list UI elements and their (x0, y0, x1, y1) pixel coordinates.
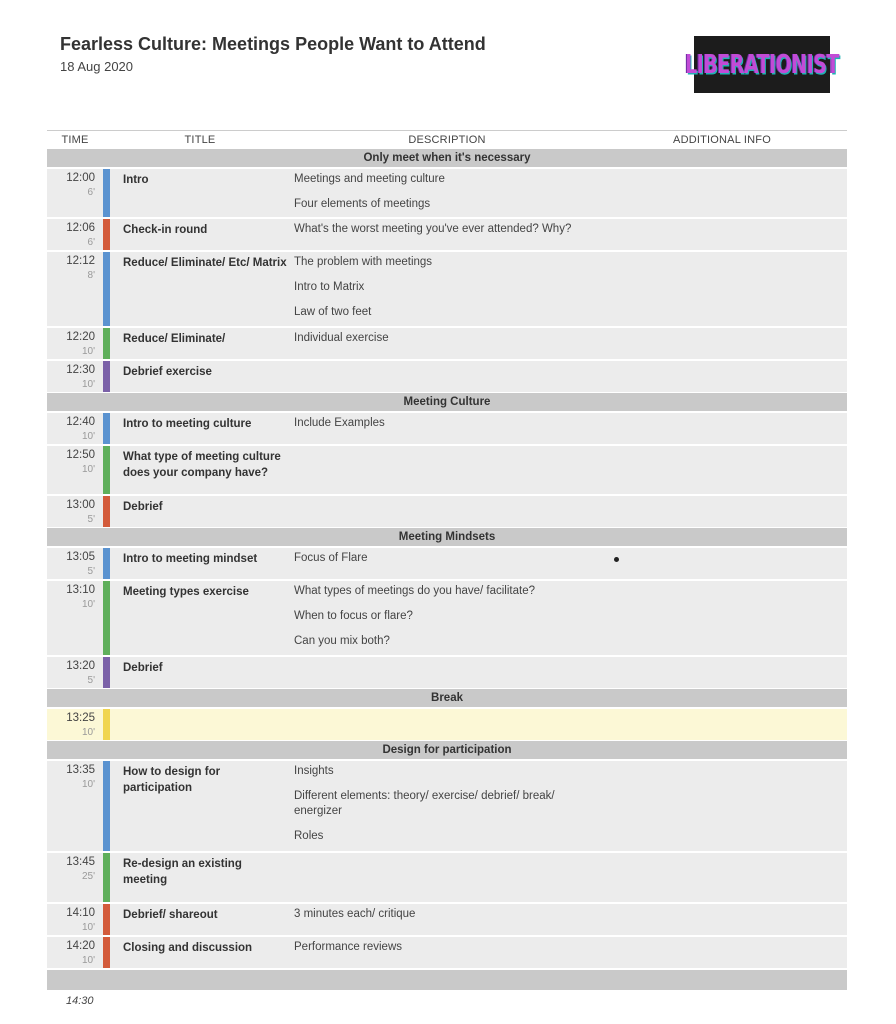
liberationist-logo (685, 36, 839, 93)
row-title: Closing and discussion (123, 942, 253, 954)
row-description (294, 172, 594, 222)
color-bar (103, 761, 110, 851)
row-time: 13:20 (66, 660, 95, 672)
row-duration: 10' (81, 955, 95, 966)
agenda-row (47, 496, 847, 527)
document-title: Fearless Culture: Meetings People Want to Attend (60, 34, 486, 54)
row-title: Debrief/ shareout (123, 909, 218, 921)
agenda-row (47, 548, 847, 579)
row-title: Reduce/ Eliminate/ Etc/ Matrix (123, 257, 287, 269)
agenda-row (47, 761, 847, 851)
color-bar (103, 169, 110, 217)
row-title: Check-in round (123, 224, 208, 236)
color-bar (103, 446, 110, 494)
row-title: Re-design an existing meeting (123, 858, 242, 886)
row-description (294, 907, 594, 932)
row-duration: 8' (87, 270, 95, 281)
agenda-table (47, 130, 847, 990)
row-title: Meeting types exercise (123, 586, 249, 598)
document-date: 18 Aug 2020 (60, 59, 134, 74)
row-duration: 10' (81, 431, 95, 442)
row-description (294, 331, 594, 356)
agenda-row (47, 657, 847, 688)
description-line: Insights (294, 765, 334, 777)
row-time: 14:10 (66, 907, 95, 919)
row-time: 13:00 (66, 499, 95, 511)
description-line: Law of two feet (294, 306, 372, 318)
description-line: Meetings and meeting culture (294, 173, 445, 185)
row-duration: 6' (87, 187, 95, 198)
color-bar (103, 853, 110, 902)
row-time: 12:20 (66, 331, 95, 343)
column-additional-info: ADDITIONAL INFO (673, 133, 771, 146)
break-row (47, 709, 847, 740)
row-duration: 10' (81, 599, 95, 610)
row-duration: 5' (87, 566, 95, 577)
row-time: 12:00 (66, 172, 95, 184)
row-duration: 10' (81, 346, 95, 357)
agenda-row (47, 252, 847, 326)
row-description (294, 551, 594, 576)
row-duration: 25' (81, 871, 95, 882)
row-time: 13:05 (66, 551, 95, 563)
row-time: 12:40 (66, 416, 95, 428)
row-title: What type of meeting culture does your company have? (123, 451, 281, 479)
row-time: 13:10 (66, 584, 95, 596)
color-bar (103, 904, 110, 935)
row-description (294, 764, 594, 854)
section-header: Break (47, 689, 847, 707)
color-bar (103, 709, 110, 740)
table-header (47, 130, 847, 148)
row-duration: 10' (81, 727, 95, 738)
color-bar (103, 548, 110, 579)
row-description (294, 584, 594, 659)
row-time: 14:20 (66, 940, 95, 952)
description-line: Different elements: theory/ exercise/ debrief/ break/ energizer (294, 790, 555, 817)
row-time: 12:30 (66, 364, 95, 376)
color-bar (103, 496, 110, 527)
column-description: DESCRIPTION (408, 133, 486, 146)
end-time: 14:30 (66, 995, 94, 1007)
agenda-row (47, 446, 847, 494)
color-bar (103, 657, 110, 688)
logo-text: LIBERATIONIST (685, 49, 839, 80)
description-line: Focus of Flare (294, 552, 368, 564)
agenda-row (47, 413, 847, 444)
color-bar (103, 219, 110, 250)
row-title: Reduce/ Eliminate/ (123, 333, 226, 345)
description-line: Performance reviews (294, 941, 403, 953)
row-title: Debrief exercise (123, 366, 212, 378)
section-header: Only meet when it's necessary (47, 149, 847, 167)
agenda-row (47, 904, 847, 935)
row-title: Intro to meeting mindset (123, 553, 258, 565)
description-line: The problem with meetings (294, 256, 433, 268)
row-duration: 5' (87, 514, 95, 525)
row-time: 13:35 (66, 764, 95, 776)
color-bar (103, 252, 110, 326)
row-time: 13:25 (66, 712, 95, 724)
row-title: Debrief (123, 662, 163, 674)
description-line: When to focus or flare? (294, 610, 413, 622)
description-line: Individual exercise (294, 332, 389, 344)
row-title: Intro (123, 174, 149, 186)
section-header: Meeting Culture (47, 393, 847, 411)
row-title: Intro to meeting culture (123, 418, 252, 430)
description-line: Include Examples (294, 417, 385, 429)
row-duration: 5' (87, 675, 95, 686)
row-time: 12:50 (66, 449, 95, 461)
agenda-row (47, 169, 847, 217)
agenda-row (47, 361, 847, 392)
bullet-icon (614, 557, 619, 562)
agenda-row (47, 219, 847, 250)
description-line: Roles (294, 830, 324, 842)
row-time: 12:06 (66, 222, 95, 234)
row-title: Debrief (123, 501, 163, 513)
row-duration: 10' (81, 464, 95, 475)
row-time: 13:45 (66, 856, 95, 868)
color-bar (103, 361, 110, 392)
row-description (294, 255, 594, 330)
description-line: Can you mix both? (294, 635, 390, 647)
row-duration: 6' (87, 237, 95, 248)
color-bar (103, 937, 110, 968)
agenda-row (47, 937, 847, 968)
description-line: 3 minutes each/ critique (294, 908, 416, 920)
color-bar (103, 413, 110, 444)
color-bar (103, 328, 110, 359)
row-duration: 10' (81, 379, 95, 390)
column-time: TIME (61, 133, 89, 146)
row-description (294, 222, 594, 247)
description-line: What types of meetings do you have/ facilitate? (294, 585, 535, 597)
row-description (294, 416, 594, 441)
section-header: Meeting Mindsets (47, 528, 847, 546)
color-bar (103, 581, 110, 655)
row-time: 12:12 (66, 255, 95, 267)
section-header: Design for participation (47, 741, 847, 759)
row-duration: 10' (81, 922, 95, 933)
description-line: Intro to Matrix (294, 281, 365, 293)
description-line: Four elements of meetings (294, 198, 431, 210)
agenda-row (47, 328, 847, 359)
row-duration: 10' (81, 779, 95, 790)
agenda-row (47, 853, 847, 902)
row-description (294, 940, 594, 965)
description-line: What's the worst meeting you've ever attended? Why? (294, 223, 572, 235)
footer-bar (47, 970, 847, 990)
agenda-row (47, 581, 847, 655)
row-title: How to design for participation (123, 766, 221, 794)
column-title: TITLE (184, 133, 216, 146)
